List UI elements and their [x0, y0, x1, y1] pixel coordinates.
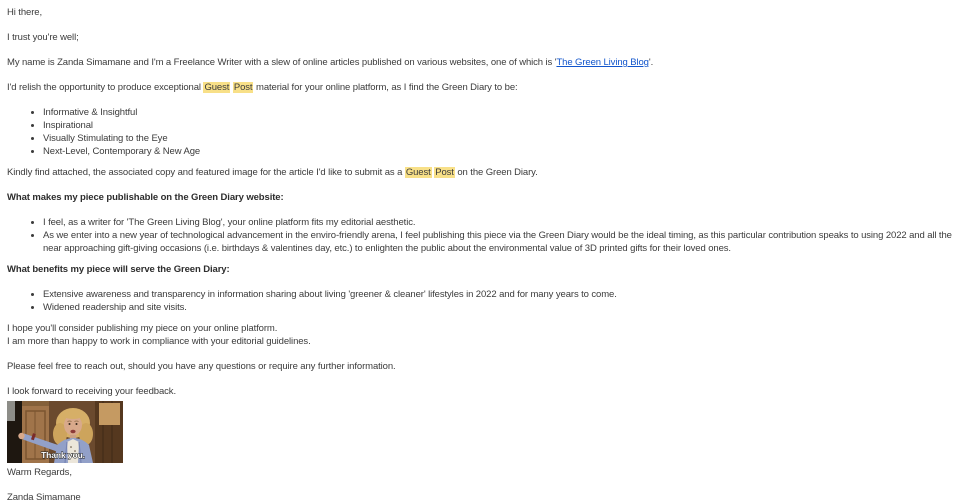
- benefits-list: [7, 288, 962, 314]
- gif-caption: Thank you.: [41, 450, 85, 460]
- intro-text-before: My name is Zanda Simamane and I'm a Freelance Writer with a slew of online articles published on various websites, one of which is ': [7, 57, 557, 68]
- opening-line: I trust you're well;: [7, 32, 79, 43]
- list-item: • Visually Stimulating to the Eye: [43, 132, 962, 145]
- guest-highlight: Guest: [204, 82, 230, 93]
- list-item: • Informative & Insightful: [43, 106, 962, 119]
- intro-paragraph: [7, 56, 962, 69]
- pitch-text-after: material for your online platform, as I find the Green Diary to be:: [253, 82, 518, 93]
- hope-paragraph: [7, 322, 962, 348]
- hope-line-1: I hope you'll consider publishing my piece on your online platform.: [7, 323, 278, 334]
- green-living-blog-link[interactable]: The Green Living Blog: [556, 57, 649, 68]
- list-item: • As we enter into a new year of technological advancement in the enviro-friendly arena, I feel publishing this piece via the Green Diary would be the ideal timing, as this particular contribution speaks to using 2022 and all the near approaching gift-giving occasions (i.e. birthdays & valentines day, etc.) to enlighten the public about the environmental value of 3D printed gifts for their loved ones.: [43, 229, 962, 255]
- attachment-paragraph: [7, 166, 962, 179]
- thank-you-gif-image: [7, 401, 123, 463]
- feedback-paragraph: I look forward to receiving your feedback.: [7, 386, 176, 397]
- list-item: • Inspirational: [43, 119, 962, 132]
- hope-line-2: I am more than happy to work in compliance with your editorial guidelines.: [7, 336, 311, 347]
- publishable-heading: What makes my piece publishable on the Green Diary website:: [7, 192, 284, 203]
- list-item: • I feel, as a writer for 'The Green Living Blog', your online platform fits my editorial aesthetic.: [43, 216, 962, 229]
- thank-you-gif: [7, 401, 123, 463]
- attachment-text-before: Kindly find attached, the associated copy and featured image for the article I'd like to submit as a: [7, 167, 405, 178]
- list-item: • Widened readership and site visits.: [43, 301, 962, 314]
- pitch-text-before: I'd relish the opportunity to produce exceptional: [7, 82, 204, 93]
- list-item: • Extensive awareness and transparency in information sharing about living 'greener & cleaner' lifestyles in 2022 and for many years to come.: [43, 288, 962, 301]
- greeting-line: Hi there,: [7, 7, 43, 18]
- benefits-heading: What benefits my piece will serve the Green Diary:: [7, 264, 230, 275]
- intro-text-after: '.: [648, 57, 654, 68]
- publishable-list: [7, 216, 962, 255]
- qualities-list: [7, 106, 962, 158]
- attachment-text-after: on the Green Diary.: [454, 167, 538, 178]
- reach-out-paragraph: Please feel free to reach out, should you have any questions or require any further information.: [7, 361, 396, 372]
- closing-line: Warm Regards,: [7, 467, 72, 478]
- list-item: • Next-Level, Contemporary & New Age: [43, 145, 962, 158]
- signature-line: Zanda Simamane: [7, 492, 81, 503]
- post-highlight: Post: [435, 167, 454, 178]
- guest-highlight: Guest: [405, 167, 431, 178]
- post-highlight: Post: [233, 82, 253, 93]
- pitch-paragraph: [7, 81, 962, 94]
